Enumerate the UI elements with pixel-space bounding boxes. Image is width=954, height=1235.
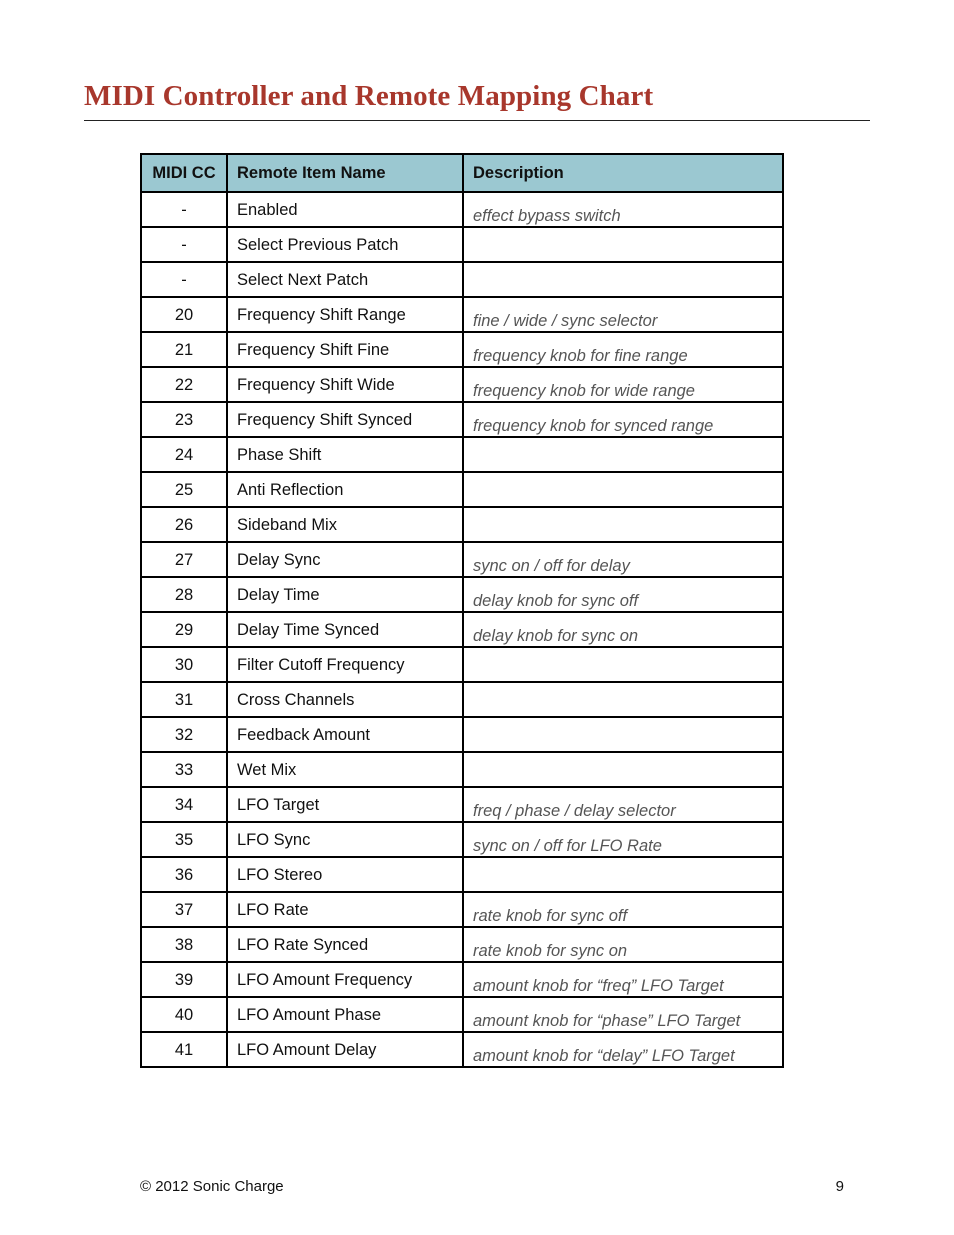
remote-item-name-cell: Select Previous Patch (227, 227, 463, 262)
description-cell (463, 472, 783, 507)
table-row (141, 752, 783, 787)
midi-cc-cell: 21 (141, 332, 227, 367)
midi-cc-cell: 26 (141, 507, 227, 542)
remote-item-name-cell: Frequency Shift Range (227, 297, 463, 332)
table-row (141, 1032, 783, 1067)
description-cell: delay knob for sync off (463, 577, 783, 612)
table-row (141, 402, 783, 437)
midi-cc-cell: - (141, 227, 227, 262)
remote-item-name-cell: LFO Rate (227, 892, 463, 927)
midi-cc-cell: 28 (141, 577, 227, 612)
remote-item-name-cell: Frequency Shift Wide (227, 367, 463, 402)
remote-item-name-cell: Frequency Shift Fine (227, 332, 463, 367)
table-row (141, 717, 783, 752)
remote-item-name-cell: Enabled (227, 192, 463, 227)
description-cell: amount knob for “delay” LFO Target (463, 1032, 783, 1067)
remote-item-name-cell: Wet Mix (227, 752, 463, 787)
midi-cc-cell: 41 (141, 1032, 227, 1067)
midi-cc-cell: 40 (141, 997, 227, 1032)
table-body (141, 192, 783, 1067)
table-row (141, 437, 783, 472)
remote-item-name-cell: Filter Cutoff Frequency (227, 647, 463, 682)
remote-item-name-cell: LFO Rate Synced (227, 927, 463, 962)
table-row (141, 577, 783, 612)
description-cell: sync on / off for delay (463, 542, 783, 577)
description-cell (463, 752, 783, 787)
description-cell (463, 437, 783, 472)
midi-cc-cell: 23 (141, 402, 227, 437)
midi-cc-cell: - (141, 262, 227, 297)
description-cell: frequency knob for fine range (463, 332, 783, 367)
table-row (141, 857, 783, 892)
description-cell: amount knob for “phase” LFO Target (463, 997, 783, 1032)
table-row (141, 997, 783, 1032)
description-cell (463, 507, 783, 542)
description-cell (463, 857, 783, 892)
midi-cc-cell: 38 (141, 927, 227, 962)
table-row (141, 647, 783, 682)
remote-item-name-cell: Delay Time Synced (227, 612, 463, 647)
remote-item-name-cell: Cross Channels (227, 682, 463, 717)
remote-item-name-cell: LFO Amount Phase (227, 997, 463, 1032)
description-cell: amount knob for “freq” LFO Target (463, 962, 783, 997)
description-cell (463, 227, 783, 262)
header-remote-item-name: Remote Item Name (227, 154, 463, 192)
table-row (141, 297, 783, 332)
description-cell: frequency knob for wide range (463, 367, 783, 402)
table-row (141, 822, 783, 857)
remote-item-name-cell: LFO Amount Frequency (227, 962, 463, 997)
remote-item-name-cell: Anti Reflection (227, 472, 463, 507)
description-cell: freq / phase / delay selector (463, 787, 783, 822)
table-row (141, 927, 783, 962)
midi-cc-cell: 35 (141, 822, 227, 857)
table-row (141, 472, 783, 507)
remote-item-name-cell: Delay Time (227, 577, 463, 612)
remote-item-name-cell: Sideband Mix (227, 507, 463, 542)
description-cell: rate knob for sync off (463, 892, 783, 927)
table-header-row (141, 154, 783, 192)
midi-cc-cell: 32 (141, 717, 227, 752)
description-cell (463, 262, 783, 297)
description-cell: fine / wide / sync selector (463, 297, 783, 332)
description-cell: delay knob for sync on (463, 612, 783, 647)
table-row (141, 227, 783, 262)
table-row (141, 262, 783, 297)
midi-cc-cell: 24 (141, 437, 227, 472)
midi-cc-cell: - (141, 192, 227, 227)
header-midi-cc: MIDI CC (141, 154, 227, 192)
midi-cc-cell: 30 (141, 647, 227, 682)
table-row (141, 682, 783, 717)
remote-item-name-cell: Delay Sync (227, 542, 463, 577)
title-divider (84, 120, 870, 121)
remote-item-name-cell: Select Next Patch (227, 262, 463, 297)
description-cell: effect bypass switch (463, 192, 783, 227)
remote-item-name-cell: Frequency Shift Synced (227, 402, 463, 437)
remote-item-name-cell: Phase Shift (227, 437, 463, 472)
midi-cc-cell: 29 (141, 612, 227, 647)
midi-cc-cell: 22 (141, 367, 227, 402)
remote-item-name-cell: LFO Target (227, 787, 463, 822)
table-row (141, 192, 783, 227)
table-row (141, 332, 783, 367)
page-number: 9 (835, 1178, 844, 1195)
header-description: Description (463, 154, 783, 192)
description-cell (463, 647, 783, 682)
description-cell: frequency knob for synced range (463, 402, 783, 437)
midi-cc-cell: 39 (141, 962, 227, 997)
midi-cc-cell: 20 (141, 297, 227, 332)
remote-item-name-cell: LFO Amount Delay (227, 1032, 463, 1067)
table-row (141, 507, 783, 542)
table-row (141, 962, 783, 997)
description-cell: rate knob for sync on (463, 927, 783, 962)
remote-item-name-cell: Feedback Amount (227, 717, 463, 752)
midi-cc-cell: 34 (141, 787, 227, 822)
midi-cc-cell: 27 (141, 542, 227, 577)
remote-item-name-cell: LFO Stereo (227, 857, 463, 892)
table-row (141, 542, 783, 577)
midi-cc-cell: 36 (141, 857, 227, 892)
table-row (141, 612, 783, 647)
description-cell: sync on / off for LFO Rate (463, 822, 783, 857)
midi-mapping-table (140, 153, 784, 1068)
midi-cc-cell: 33 (141, 752, 227, 787)
midi-cc-cell: 37 (141, 892, 227, 927)
description-cell (463, 717, 783, 752)
table-row (141, 787, 783, 822)
footer-copyright: © 2012 Sonic Charge (140, 1178, 284, 1195)
page-title: MIDI Controller and Remote Mapping Chart (84, 80, 654, 112)
remote-item-name-cell: LFO Sync (227, 822, 463, 857)
table-row (141, 367, 783, 402)
midi-cc-cell: 31 (141, 682, 227, 717)
description-cell (463, 682, 783, 717)
table-row (141, 892, 783, 927)
midi-cc-cell: 25 (141, 472, 227, 507)
